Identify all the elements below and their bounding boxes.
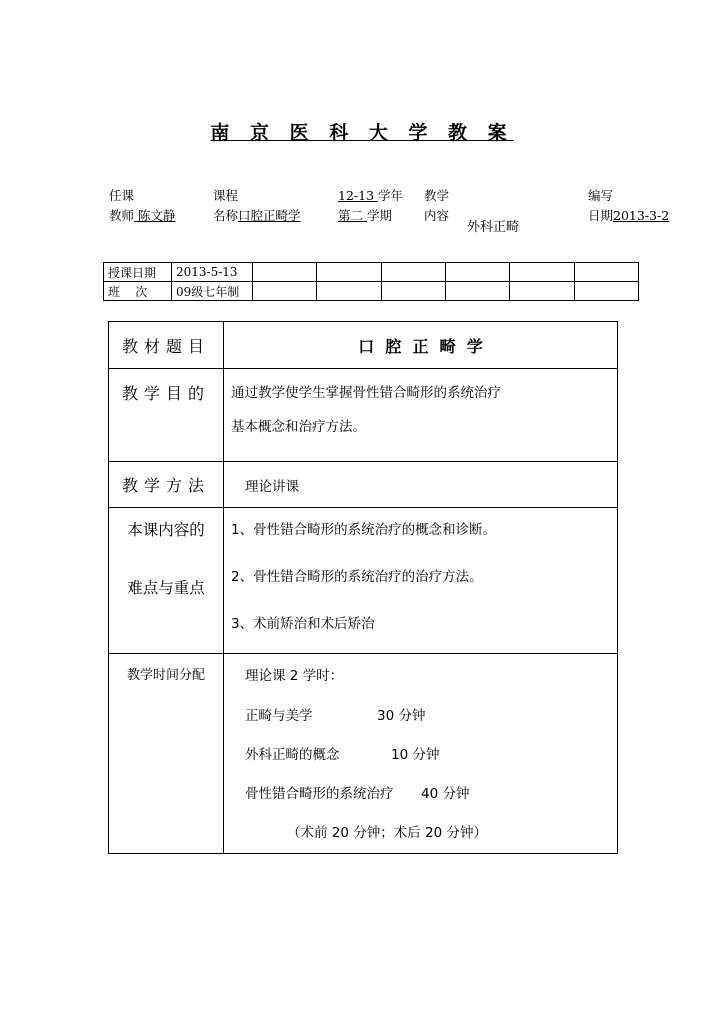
empty-cell (445, 282, 509, 301)
textbook-label: 教材题目 (121, 336, 210, 356)
textbook-title: 口 腔 正 畸 学 (358, 336, 483, 356)
label-bianxie: 编写 (588, 188, 614, 203)
empty-cell (317, 282, 381, 301)
objective-label: 教学目的 (121, 384, 210, 403)
method-value: 理论讲课 (245, 478, 299, 495)
focus-label-line-2: 难点与重点 (127, 579, 205, 597)
objective-line-1: 通过教学使学生掌握骨性错合畸形的系统治疗 (231, 385, 501, 401)
empty-cell (445, 263, 509, 282)
content-value: 外科正畸 (467, 220, 520, 235)
textbook-label-cell (109, 322, 224, 369)
focus-item-1: 1、骨性错合畸形的系统治疗的概念和诊断。 (231, 522, 497, 538)
method-label-cell (109, 462, 224, 508)
write-date: 2013-3-2 (613, 208, 670, 223)
empty-cell (381, 282, 445, 301)
focus-label-line-1: 本课内容的 (127, 521, 205, 539)
textbook-value-cell (224, 322, 618, 369)
label-renke: 任课 (109, 188, 135, 203)
label-jiaoxue: 教学 (424, 188, 450, 203)
focus-item-3: 3、术前矫治和术后矫治 (231, 616, 375, 632)
time-note: （术前 20 分钟；术后 20 分钟） (287, 825, 488, 841)
time-label-cell (109, 654, 224, 854)
date-value-cell: 2013-5-13 (172, 263, 253, 282)
date-line (588, 206, 669, 224)
table-row (109, 322, 618, 369)
time-item-minutes: 40 分钟 (421, 786, 470, 802)
time-item-name: 正畸与美学 (245, 708, 313, 724)
class-value-cell: 09级七年制 (172, 282, 253, 301)
time-value-cell (224, 654, 618, 854)
time-item-name: 骨性错合畸形的系统治疗 (245, 786, 394, 802)
focus-value-cell (224, 508, 618, 654)
year-value: 12-13 (338, 188, 379, 203)
list-item (245, 782, 617, 802)
list-item (245, 743, 617, 763)
empty-cell (253, 282, 317, 301)
teacher-name: 陈文静 (134, 208, 176, 223)
label-xueqi: 学期 (366, 208, 392, 223)
table-row (104, 282, 639, 301)
lesson-table (108, 321, 618, 854)
table-row (109, 462, 618, 508)
date-label-cell: 授课日期 (104, 263, 172, 282)
focus-label-cell (109, 508, 224, 654)
time-label: 教学时间分配 (126, 668, 205, 683)
table-row (109, 654, 618, 854)
label-riqi: 日期 (588, 208, 614, 223)
label-xuenian: 学年 (378, 188, 404, 203)
class-label-cell: 班 次 (104, 282, 172, 301)
empty-cell (510, 282, 574, 301)
time-item-minutes: 30 分钟 (377, 708, 426, 724)
label-mingcheng: 名称 (213, 208, 239, 223)
teacher-line (109, 206, 176, 224)
empty-cell (381, 263, 445, 282)
term-line (338, 206, 392, 224)
empty-cell (253, 263, 317, 282)
method-label: 教学方法 (121, 476, 210, 495)
empty-cell (574, 282, 638, 301)
time-intro: 理论课 2 学时： (245, 668, 344, 684)
label-jiaoshi: 教师 (109, 208, 135, 223)
label-kecheng: 课程 (213, 188, 239, 203)
objective-value-cell (224, 369, 618, 462)
course-line (213, 206, 301, 224)
empty-cell (510, 263, 574, 282)
empty-cell (574, 263, 638, 282)
list-item (245, 704, 617, 724)
time-item-minutes: 10 分钟 (391, 747, 440, 763)
table-row (109, 369, 618, 462)
empty-cell (317, 263, 381, 282)
page-title: 南 京 医 科 大 学 教 案 (210, 122, 514, 144)
objective-label-cell (109, 369, 224, 462)
method-value-cell (224, 462, 618, 508)
focus-item-2: 2、骨性错合畸形的系统治疗的治疗方法。 (231, 569, 483, 585)
term-value: 第二 (338, 208, 367, 223)
year-line (338, 186, 403, 204)
table-row (109, 508, 618, 654)
time-item-name: 外科正畸的概念 (245, 747, 340, 763)
date-table (103, 262, 639, 301)
table-row (104, 263, 639, 282)
objective-line-2: 基本概念和治疗方法。 (231, 419, 366, 435)
course-name: 口腔正畸学 (238, 208, 301, 223)
label-neirong: 内容 (424, 208, 450, 223)
